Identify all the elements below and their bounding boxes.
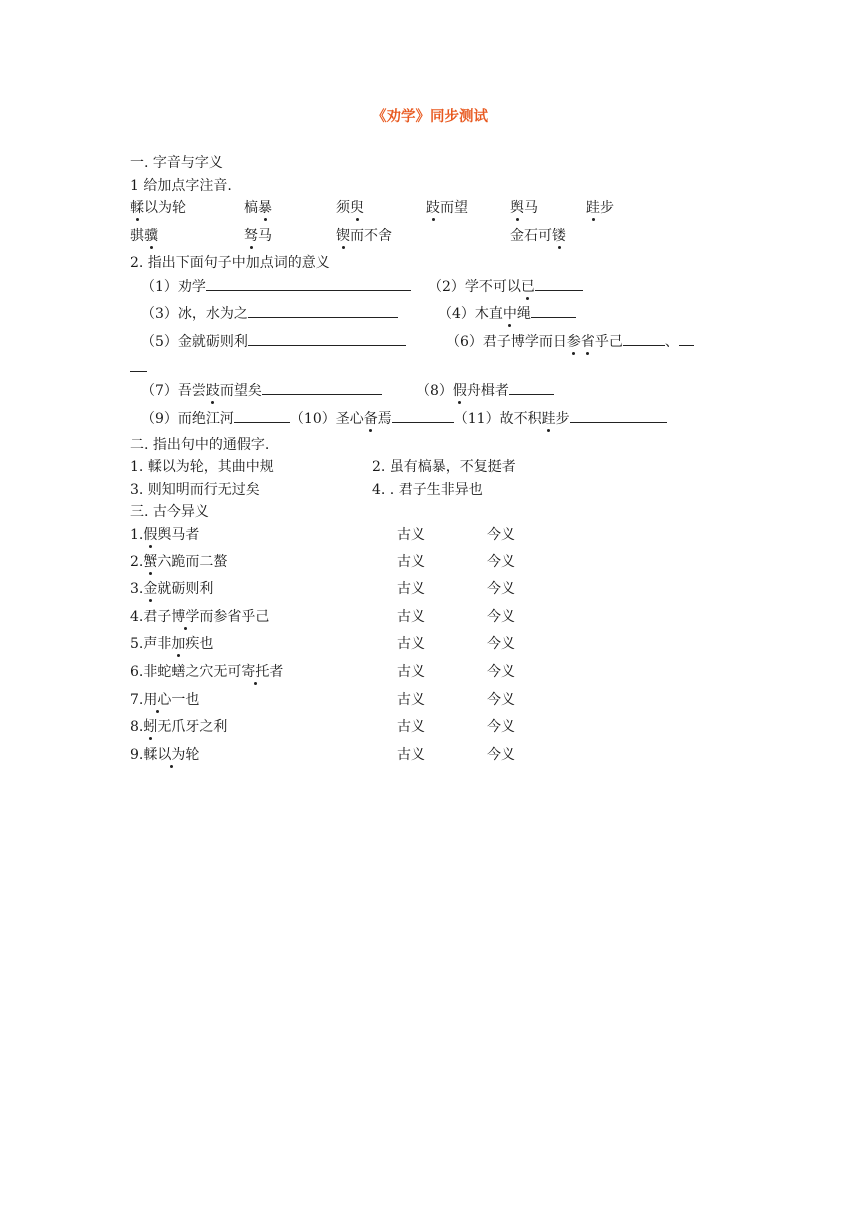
- dotted-char: 臾: [350, 200, 364, 216]
- dotted-char: 驽: [244, 228, 258, 244]
- question-1-label: 1 给加点字注音.: [130, 178, 232, 194]
- dotted-char: 跬: [541, 411, 556, 427]
- ancient-modern-item: 9.輮以为轮: [130, 747, 200, 763]
- dotted-char: 蟹: [143, 554, 158, 570]
- dotted-char: 镂: [552, 228, 566, 244]
- ancient-modern-item: 3.金就砺则利: [130, 581, 214, 597]
- loanword-item: 1. 輮以为轮，其曲中规: [130, 459, 274, 475]
- new-meaning-label: 今义: [487, 527, 515, 543]
- pinyin-word: 须臾: [336, 200, 364, 216]
- dotted-char: 跂: [426, 200, 440, 216]
- new-meaning-label: 今义: [487, 747, 515, 763]
- page-title: 《劝学》同步测试: [372, 108, 488, 125]
- meaning-item: （7）吾尝跂而望矣: [141, 381, 382, 400]
- dotted-char: 跬: [586, 200, 600, 216]
- dotted-char: 假: [452, 383, 467, 399]
- old-meaning-label: 古义: [397, 581, 425, 597]
- loanword-item: 3. 则知明而行无过矣: [130, 482, 260, 498]
- meaning-item: （9）而绝江河 （10）圣心备焉 （11）故不积跬步: [141, 409, 667, 428]
- ancient-modern-item: 6.非蛇蟮之穴无可寄托者: [130, 664, 284, 680]
- dotted-char: 锲: [336, 228, 350, 244]
- dotted-char: 加: [171, 636, 186, 652]
- pinyin-word: 金石可镂: [510, 228, 566, 244]
- dotted-char: 暴: [258, 200, 272, 216]
- pinyin-word: 舆马: [510, 200, 538, 216]
- answer-blank[interactable]: [248, 332, 406, 346]
- new-meaning-label: 今义: [487, 609, 515, 625]
- pinyin-word: 跂而望: [426, 200, 468, 216]
- pinyin-word: 輮以为轮: [130, 200, 186, 216]
- meaning-item: （5）金就砺则利: [141, 332, 406, 351]
- loanword-item: 4. . 君子生非异也: [372, 482, 483, 498]
- ancient-modern-item: 8.蚓无爪牙之利: [130, 719, 228, 735]
- answer-blank[interactable]: [262, 381, 382, 395]
- dotted-char: 金: [143, 581, 158, 597]
- new-meaning-label: 今义: [487, 692, 515, 708]
- dotted-char: 蚓: [143, 719, 158, 735]
- old-meaning-label: 古义: [397, 609, 425, 625]
- pinyin-word: 驽马: [244, 228, 272, 244]
- dotted-char: 参: [566, 334, 581, 350]
- new-meaning-label: 今义: [487, 664, 515, 680]
- answer-blank[interactable]: [623, 332, 665, 346]
- meaning-item: （8）假舟楫者: [416, 381, 554, 400]
- old-meaning-label: 古义: [397, 636, 425, 652]
- dotted-char: 用心: [143, 692, 172, 708]
- question-2-label: 2. 指出下面句子中加点词的意义: [130, 255, 330, 271]
- dotted-char: 假: [143, 527, 158, 543]
- ancient-modern-item: 1.假舆马者: [130, 527, 200, 543]
- answer-blank-continuation[interactable]: [130, 358, 147, 377]
- answer-blank[interactable]: [531, 304, 576, 318]
- dotted-char: 中: [502, 306, 517, 322]
- answer-blank[interactable]: [509, 381, 554, 395]
- dotted-char: 以为: [157, 747, 186, 763]
- new-meaning-label: 今义: [487, 636, 515, 652]
- answer-blank[interactable]: [234, 409, 290, 423]
- old-meaning-label: 古义: [397, 554, 425, 570]
- old-meaning-label: 古义: [397, 747, 425, 763]
- meaning-item: （1）劝学: [141, 277, 411, 296]
- old-meaning-label: 古义: [397, 664, 425, 680]
- pinyin-word: 跬步: [586, 200, 614, 216]
- dotted-char: 备: [363, 411, 378, 427]
- meaning-item: （3）冰，水为之: [141, 304, 398, 323]
- answer-blank[interactable]: [679, 332, 694, 346]
- ancient-modern-item: 5.声非加疾也: [130, 636, 214, 652]
- meaning-item: （4）木直中绳: [438, 304, 576, 323]
- ancient-modern-item: 2.蟹六跪而二螯: [130, 554, 228, 570]
- ancient-modern-item: 4.君子博学而参省乎己: [130, 609, 270, 625]
- pinyin-word: 锲而不舍: [336, 228, 392, 244]
- dotted-char: 省: [580, 334, 595, 350]
- dotted-char: 舆: [510, 200, 524, 216]
- old-meaning-label: 古义: [397, 527, 425, 543]
- dotted-char: 寄托: [241, 664, 270, 680]
- pinyin-word: 槁暴: [244, 200, 272, 216]
- ancient-modern-item: 7.用心一也: [130, 692, 200, 708]
- dotted-char: 骥: [144, 228, 158, 244]
- dotted-char: 輮: [130, 200, 144, 216]
- new-meaning-label: 今义: [487, 581, 515, 597]
- meaning-item: （2）学不可以已: [428, 277, 583, 296]
- new-meaning-label: 今义: [487, 719, 515, 735]
- section-2-heading: 二. 指出句中的通假字.: [130, 437, 270, 453]
- section-3-heading: 三. 古今异义: [130, 504, 209, 520]
- answer-blank[interactable]: [570, 409, 667, 423]
- new-meaning-label: 今义: [487, 554, 515, 570]
- answer-blank[interactable]: [392, 409, 454, 423]
- pinyin-word: 骐骥: [130, 228, 158, 244]
- answer-blank[interactable]: [248, 304, 398, 318]
- dotted-char: 已: [520, 279, 535, 295]
- dotted-char: 博学: [171, 609, 200, 625]
- section-1-heading: 一. 字音与字义: [130, 155, 223, 171]
- loanword-item: 2. 虽有槁暴，不复挺者: [372, 459, 516, 475]
- meaning-item: （6）君子博学而日参省乎己 、: [446, 332, 694, 351]
- old-meaning-label: 古义: [397, 692, 425, 708]
- answer-blank[interactable]: [535, 277, 583, 291]
- dotted-char: 跂: [205, 383, 220, 399]
- answer-blank[interactable]: [206, 277, 411, 291]
- old-meaning-label: 古义: [397, 719, 425, 735]
